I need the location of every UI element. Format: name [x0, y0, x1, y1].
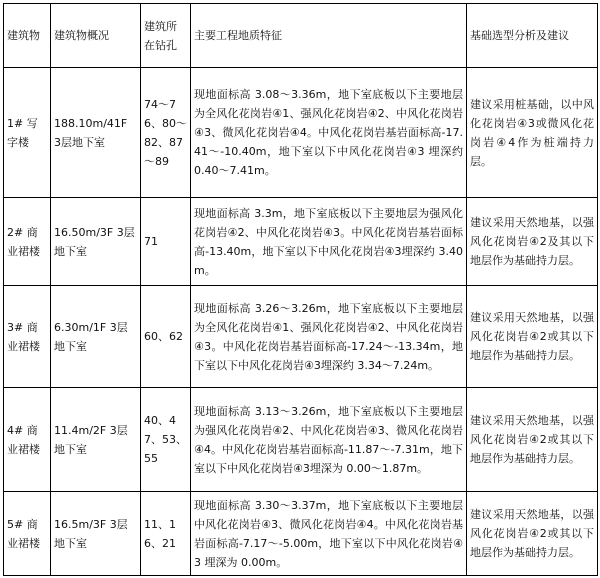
- foundation-cell: 建议采用天然地基，以强风化花岗岩④2及其以下地层作为基础持力层。: [467, 198, 598, 286]
- boreholes-cell: 11、16、21: [141, 492, 191, 576]
- geology-cell: 现地面标高 3.26～3.26m，地下室底板以下主要地层为全风化花岗岩④1、强风化花岗岩④2、中风化花岗岩④3。中风化花岗岩基岩面标高-17.24～-13.34m，地下室以下中风化花岗岩④3埋深约 3.34～7.24m。: [191, 286, 467, 388]
- foundation-cell: 建议采用天然地基，以强风化花岗岩④2或其以下地层作为基础持力层。: [467, 388, 598, 492]
- building-cell: 5# 商业裙楼: [4, 492, 51, 576]
- geology-cell: 现地面标高 3.13～3.26m，地下室底板以下主要地层为强风化花岗岩④2、中风化花岗岩④3、微风化花岗岩④4。中风化花岗岩基岩面标高-11.87～-7.31m，地下室以下中风化花岗岩④3埋深为 0.00～1.87m。: [191, 388, 467, 492]
- geology-cell: 现地面标高 3.3m，地下室底板以下主要地层为强风化花岗岩④2、中风化花岗岩④3。中风化花岗岩基岩面标高-13.40m，地下室以下中风化花岗岩④3埋深约 3.40m。: [191, 198, 467, 286]
- overview-cell: 11.4m/2F 3层地下室: [51, 388, 141, 492]
- geology-cell: 现地面标高 3.30～3.37m，地下室底板以下主要地层中风化花岗岩④3、微风化花岗岩④4。中风化花岗岩基岩面标高-7.17～-5.00m，地下室以下中风化花岗岩④3 埋深为 0.00m。: [191, 492, 467, 576]
- header-row: [4, 4, 598, 68]
- boreholes-cell: 71: [141, 198, 191, 286]
- geology-table: [3, 3, 598, 576]
- building-cell: 1# 写字楼: [4, 68, 51, 198]
- table-row: [4, 492, 598, 576]
- overview-cell: 6.30m/1F 3层地下室: [51, 286, 141, 388]
- building-cell: 2# 商业裙楼: [4, 198, 51, 286]
- header-overview: 建筑物概况: [51, 4, 141, 68]
- table-row: [4, 68, 598, 198]
- foundation-cell: 建议采用天然地基，以强风化花岗岩④2或其以下地层作为基础持力层。: [467, 492, 598, 576]
- overview-cell: 16.5m/3F 3层地下室: [51, 492, 141, 576]
- header-building: 建筑物: [4, 4, 51, 68]
- overview-cell: 188.10m/41F 3层地下室: [51, 68, 141, 198]
- table-row: [4, 388, 598, 492]
- foundation-cell: 建议采用天然地基，以强风化花岗岩④2或其以下地层作为基础持力层。: [467, 286, 598, 388]
- table-row: [4, 286, 598, 388]
- header-geology: 主要工程地质特征: [191, 4, 467, 68]
- boreholes-cell: 74～76、80～82、87～89: [141, 68, 191, 198]
- building-cell: 4# 商业裙楼: [4, 388, 51, 492]
- table-row: [4, 198, 598, 286]
- geology-cell: 现地面标高 3.08～3.36m，地下室底板以下主要地层为全风化花岗岩④1、强风化花岗岩④2、中风化花岗岩④3、微风化花岗岩④4。中风化花岗岩基岩面标高-17.41～-10.40m，地下室以下中风化花岗岩④3 埋深约 0.40～7.41m。: [191, 68, 467, 198]
- boreholes-cell: 60、62: [141, 286, 191, 388]
- building-cell: 3# 商业裙楼: [4, 286, 51, 388]
- header-boreholes: 建筑所在钻孔: [141, 4, 191, 68]
- boreholes-cell: 40、47、53、55: [141, 388, 191, 492]
- foundation-cell: 建议采用桩基础，以中风化花岗岩④3或微风化花岗岩④4作为桩端持力层。: [467, 68, 598, 198]
- header-foundation: 基础选型分析及建议: [467, 4, 598, 68]
- overview-cell: 16.50m/3F 3层地下室: [51, 198, 141, 286]
